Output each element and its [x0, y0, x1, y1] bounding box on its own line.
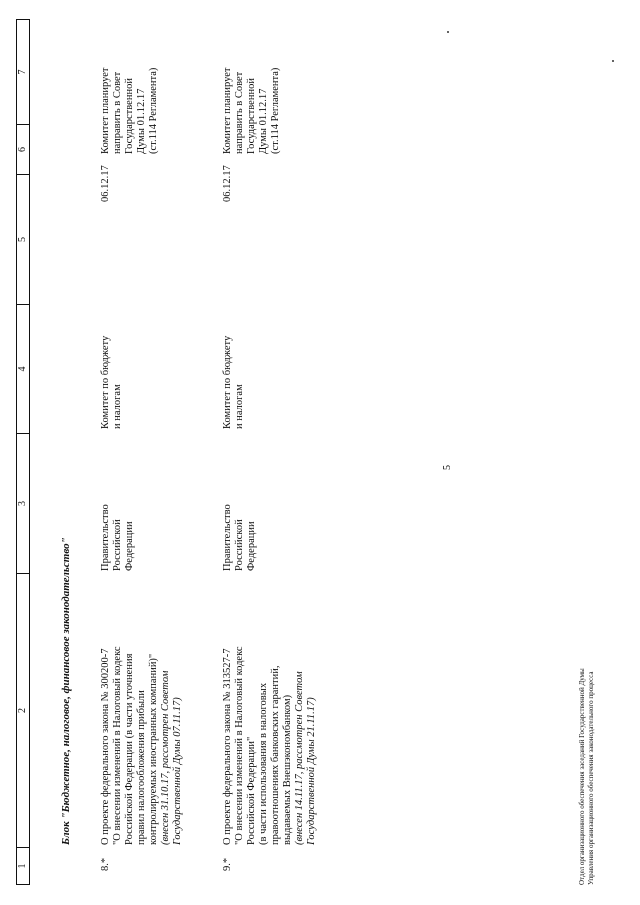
status-line: направить в Совет: [234, 71, 245, 154]
committee-line: Комитет по бюджету: [222, 335, 233, 429]
column-number: 4: [17, 304, 29, 433]
committee-line: и налогам: [234, 384, 245, 429]
bill-note-line: Государственной Думы 07.11.17): [172, 697, 183, 845]
column-number: 7: [17, 69, 28, 75]
status-line: направить в Совет: [112, 71, 123, 154]
column-number: 5: [17, 174, 29, 304]
status-line: (ст.114 Регламента): [270, 67, 281, 154]
committee-line: и налогам: [112, 384, 123, 429]
date: 06.12.17: [100, 165, 111, 202]
initiator-line: Правительство: [222, 504, 233, 571]
initiator-line: Российской: [234, 519, 245, 571]
column-number: 1: [17, 847, 29, 884]
status-line: Государственной: [246, 78, 257, 154]
status-line: Государственной: [124, 78, 135, 154]
footer: [578, 668, 596, 885]
bill-title-line: О проекте федерального закона № 300200-7: [100, 648, 111, 845]
footer-line: Управления организационного обеспечения законодательного процесса: [587, 671, 595, 885]
status-line: Комитет планирует: [100, 67, 111, 154]
column-number: 3: [17, 433, 29, 573]
bill-title-line: О проекте федерального закона № 313527-7: [222, 648, 233, 845]
bill-description: [100, 580, 184, 845]
initiator-line: Федерации: [246, 521, 257, 571]
page-number: 5: [442, 465, 453, 470]
committee-line: Комитет по бюджету: [100, 335, 111, 429]
scan-speck: [612, 60, 614, 62]
section-title: Блок "Бюджетное, налоговое, финансовое законодательство": [60, 537, 72, 845]
row-number: 8.*: [100, 857, 111, 871]
row-number: 9.*: [222, 857, 233, 871]
initiator: [100, 491, 136, 571]
status: [222, 44, 282, 154]
committee: [100, 319, 124, 429]
date: 06.12.17: [222, 165, 233, 202]
bill-title-line: Российской Федерации": [246, 736, 257, 845]
committee: [222, 319, 246, 429]
column-number: 6: [17, 124, 29, 174]
bill-title-line: "О внесении изменений в Налоговый кодекс: [112, 646, 123, 845]
status-line: (ст.114 Регламента): [148, 67, 159, 154]
bill-title-line: правил налогообложения прибыли: [136, 690, 147, 845]
bill-description: [222, 580, 318, 845]
status: [100, 44, 160, 154]
footer-line: Отдел организационного обеспечения заседаний Государственной Думы: [578, 668, 586, 885]
initiator-line: Правительство: [100, 504, 111, 571]
bill-note-line: Государственной Думы 21.11.17): [306, 697, 317, 845]
bill-title-line: (в части использования в налоговых: [258, 682, 269, 845]
bill-title-line: "О внесении изменений в Налоговый кодекс: [234, 646, 245, 845]
bill-note-line: (внесен 14.11.17, рассмотрен Советом: [294, 671, 305, 845]
scan-speck: [447, 31, 449, 33]
initiator: [222, 491, 258, 571]
bill-title-line: контролируемых иностранных компаний)": [148, 653, 159, 845]
status-line: Комитет планирует: [222, 67, 233, 154]
column-number-header: [16, 19, 30, 885]
status-line: Думы 01.12.17: [258, 88, 269, 154]
bill-title-line: выдаваемых Внешэкономбанком): [282, 694, 293, 845]
bill-note-line: (внесен 31.10.17, рассмотрен Советом: [160, 670, 171, 845]
initiator-line: Федерации: [124, 521, 135, 571]
bill-title-line: Российской Федерации (в части уточнения: [124, 653, 135, 845]
bill-title-line: правоотношениях банковских гарантий,: [270, 665, 281, 845]
column-number: 2: [17, 573, 29, 847]
initiator-line: Российской: [112, 519, 123, 571]
status-line: Думы 01.12.17: [136, 88, 147, 154]
